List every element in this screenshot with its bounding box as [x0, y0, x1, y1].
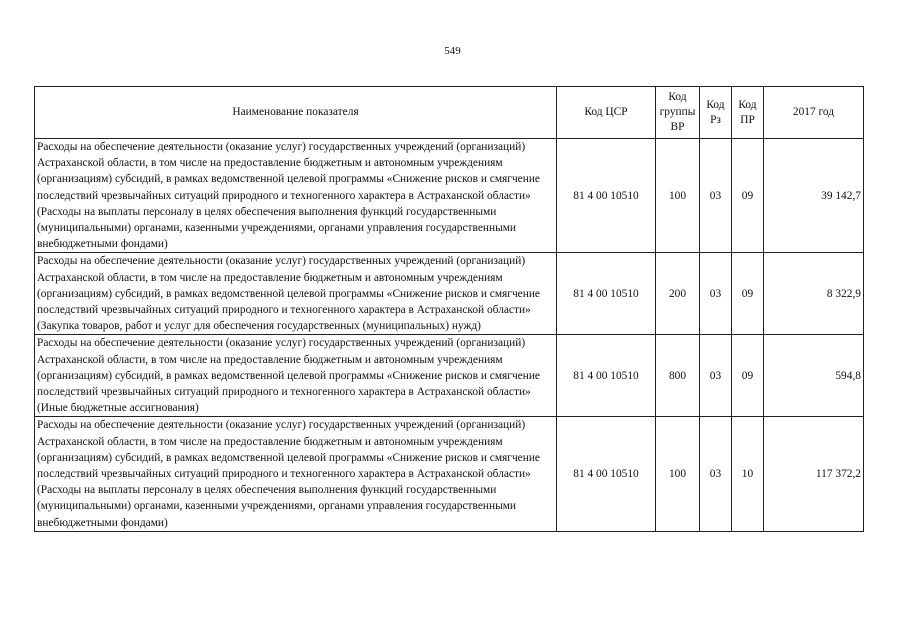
header-year: 2017 год [764, 87, 864, 139]
table-header-row [35, 87, 864, 139]
header-pr-line: Код [738, 98, 757, 111]
row-csr: 81 4 00 10510 [557, 417, 656, 531]
row-vr: 200 [656, 253, 700, 335]
header-rz-line: Рз [710, 113, 721, 126]
row-csr: 81 4 00 10510 [557, 335, 656, 417]
header-vr [656, 87, 700, 139]
row-pr: 09 [732, 335, 764, 417]
row-amount: 117 372,2 [764, 417, 864, 531]
header-vr-line: Код [668, 91, 687, 103]
row-rz: 03 [700, 417, 732, 531]
row-csr: 81 4 00 10510 [557, 139, 656, 253]
table-row [35, 253, 864, 335]
row-vr: 800 [656, 335, 700, 417]
header-vr-line: группы [659, 106, 696, 118]
row-name: Расходы на обеспечение деятельности (оказание услуг) государственных учреждений (организаций) Астраханской области, в том числе на предоставление бюджетным и автономным учреждениям (организациям) субсидий, в рамках ведомственной целевой программы «Снижение рисков и смягчение последствий чрезвычайных ситуаций природного и техногенного характера в Астраханской области» (Расходы на выплаты персоналу в целях обеспечения выполнения функций государственными (муниципальными) органами, казенными учреждениями, органами управления государственными внебюджетными фондами) [35, 139, 557, 253]
row-amount: 594,8 [764, 335, 864, 417]
row-name: Расходы на обеспечение деятельности (оказание услуг) государственных учреждений (организаций) Астраханской области, в том числе на предоставление бюджетным и автономным учреждениям (организациям) субсидий, в рамках ведомственной целевой программы «Снижение рисков и смягчение последствий чрезвычайных ситуаций природного и техногенного характера в Астраханской области» (Закупка товаров, работ и услуг для обеспечения государственных (муниципальных) нужд) [35, 253, 557, 335]
row-rz: 03 [700, 139, 732, 253]
row-vr: 100 [656, 139, 700, 253]
row-pr: 10 [732, 417, 764, 531]
header-rz-line: Код [706, 98, 725, 111]
table-row [35, 335, 864, 417]
header-vr-line: ВР [670, 121, 685, 133]
table-row [35, 417, 864, 531]
row-name: Расходы на обеспечение деятельности (оказание услуг) государственных учреждений (организаций) Астраханской области, в том числе на предоставление бюджетным и автономным учреждениям (организациям) субсидий, в рамках ведомственной целевой программы «Снижение рисков и смягчение последствий чрезвычайных ситуаций природного и техногенного характера в Астраханской области» (Иные бюджетные ассигнования) [35, 335, 557, 417]
row-amount: 8 322,9 [764, 253, 864, 335]
header-pr [732, 87, 764, 139]
row-rz: 03 [700, 253, 732, 335]
row-pr: 09 [732, 253, 764, 335]
table-row [35, 139, 864, 253]
row-amount: 39 142,7 [764, 139, 864, 253]
row-csr: 81 4 00 10510 [557, 253, 656, 335]
row-vr: 100 [656, 417, 700, 531]
header-name: Наименование показателя [35, 87, 557, 139]
header-rz [700, 87, 732, 139]
header-pr-line: ПР [740, 113, 755, 126]
row-pr: 09 [732, 139, 764, 253]
budget-table [34, 86, 864, 532]
header-csr: Код ЦСР [557, 87, 656, 139]
row-name: Расходы на обеспечение деятельности (оказание услуг) государственных учреждений (организаций) Астраханской области, в том числе на предоставление бюджетным и автономным учреждениям (организациям) субсидий, в рамках ведомственной целевой программы «Снижение рисков и смягчение последствий чрезвычайных ситуаций природного и техногенного характера в Астраханской области» (Расходы на выплаты персоналу в целях обеспечения выполнения функций государственными (муниципальными) органами, казенными учреждениями, органами управления государственными внебюджетными фондами) [35, 417, 557, 531]
page-number: 549 [444, 45, 461, 57]
row-rz: 03 [700, 335, 732, 417]
